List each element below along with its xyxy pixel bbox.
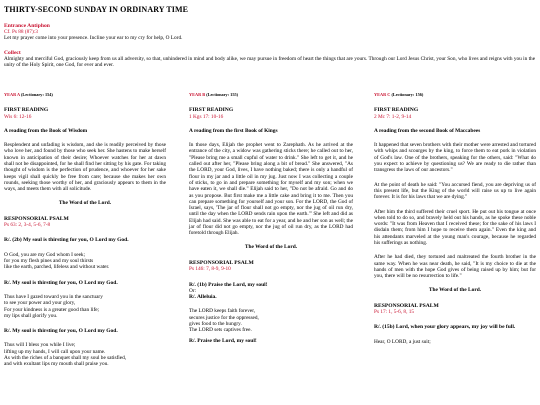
collect-text: Almighty and merciful God, graciously keep from us all adversity, so that, unhindered in mind and body alike, we may pursue in freedom of heart the things that are yours. Through our Lord Jesus Christ, your Son, who lives and reigns with you in the unity of the Holy Spirit, one God, for ever and ever. xyxy=(4,55,536,68)
verse-line: The LORD keeps faith forever, xyxy=(189,308,256,315)
verse-line: Hear, O LORD, a just suit; xyxy=(374,338,431,345)
year-c-first-reading-ref: 2 Mc 7: 1-2, 9-14 xyxy=(374,113,412,120)
year-a-psalm-response-2: R/. My soul is thirsting for you, O Lord my God. xyxy=(4,279,118,286)
year-a-psalm-verse-3 xyxy=(4,342,166,367)
year-b-heading xyxy=(189,92,353,98)
year-c-first-reading-heading: A reading from the second Book of Maccabees xyxy=(374,127,481,134)
year-b-psalm-verse-1 xyxy=(189,308,353,333)
year-a-word-of-the-lord: The Word of the Lord. xyxy=(58,199,112,206)
year-b-psalm-response: R/. (1b) Praise the Lord, my soul! xyxy=(189,281,268,288)
year-a-first-reading-heading: A reading from the Book of Wisdom xyxy=(4,127,88,134)
verse-line: gives food to the hungry. xyxy=(189,321,242,328)
year-b-first-reading-heading: A reading from the first Book of Kings xyxy=(189,127,278,134)
entrance-antiphon-ref: Cf. Ps 88 (87):3 xyxy=(4,29,38,35)
year-a-psalm-ref: Ps 63: 2, 3-4, 5-6, 7-8 xyxy=(4,222,51,229)
year-a-psalm-verse-2 xyxy=(4,294,166,319)
verse-line: For your kindness is a greater good than life; xyxy=(4,306,100,313)
year-a-heading xyxy=(4,92,166,98)
verse-line: my lips shall glorify you. xyxy=(4,312,58,319)
year-b-psalm-label: RESPONSORIAL PSALM xyxy=(189,259,254,266)
year-b-word-of-the-lord: The Word of the Lord. xyxy=(244,243,298,250)
entrance-antiphon-label: Entrance Antiphon xyxy=(4,23,50,29)
verse-line: for you my flesh pines and my soul thirsts xyxy=(4,258,94,265)
year-c-psalm-ref: Ps 17: 1, 5-6, 8, 15 xyxy=(374,309,415,316)
year-b-first-reading-text: In those days, Elijah the prophet went to Zarephath. As he arrived at the entrance of the city, a widow was gathering sticks there; he called out to her, "Please bring me a small cupful of water to drink." She left to get it, and he called out after her, "Please bring along a bit of bread." She answered, "As the LORD, your God, lives, I have nothing baked; there is only a handful of flour in my jar and a little oil in my jug. Just now I was collecting a couple of sticks, to go in and prepare something for myself and my son; when we have eaten it, we shall die." Elijah said to her, "Do not be afraid. Go and do as you propose. But first make me a little cake and bring it to me. Then you can prepare something for yourself and your son. For the LORD, the God of Israel, says, 'The jar of flour shall not go empty, nor the jug of oil run dry, until the day when the LORD sends rain upon the earth.'" She left and did as Elijah had said. She was able to eat for a year, and he and her son as well; the jar of flour did not go empty, nor the jug of oil run dry, as the LORD had foretold through Elijah. xyxy=(189,142,353,237)
missal-page xyxy=(4,0,536,368)
year-c-label: YEAR C xyxy=(374,92,391,97)
year-b-first-reading-label: FIRST READING xyxy=(189,107,234,114)
year-b-column xyxy=(189,92,353,344)
year-a-label: YEAR A xyxy=(4,92,20,97)
year-b-alleluia: R/. Alleluia. xyxy=(189,294,217,301)
year-c-paragraph-2: At the point of death he said: "You accursed fiend, you are depriving us of this present life, but the King of the world will raise us up to live again forever. It is for his laws that we are dying." xyxy=(374,181,536,201)
year-a-first-reading-text: Resplendent and unfading is wisdom, and she is readily perceived by those who love her, and found by those who seek her. She hastens to make herself known in anticipation of their desire; Whoever watches for her at dawn shall not be disappointed, for he shall find her sitting by his gate. For taking thought of wisdom is the perfection of prudence, and whoever for her sake keeps vigil shall quickly be free from care; because she makes her own rounds, seeking those worthy of her, and graciously appears to them in the ways, and meets them with all solicitude. xyxy=(4,142,166,193)
year-a-column xyxy=(4,92,166,368)
verse-line: Thus have I gazed toward you in the sanctuary xyxy=(4,293,103,300)
verse-line: like the earth, parched, lifeless and without water. xyxy=(4,264,110,271)
year-a-psalm-response: R/. (2b) My soul is thirsting for you, O Lord my God. xyxy=(4,237,129,244)
year-c-paragraph-3: After him the third suffered their cruel sport. He put out his tongue at once when told to do so, and bravely held out his hands, as he spoke these noble words: "It was from Heaven that I received these; for the sake of his laws I disdain them; from him I hope to receive them again." Even the king and his attendants marveled at the young man's courage, because he regarded his sufferings as nothing. xyxy=(374,208,536,247)
year-a-psalm-verse-1 xyxy=(4,252,166,271)
year-b-psalm-ref: Ps 146: 7, 8-9, 9-10 xyxy=(189,266,231,273)
year-b-label: YEAR B xyxy=(189,92,206,97)
year-b-or: Or: xyxy=(189,287,197,294)
verse-line: and with exultant lips my mouth shall praise you. xyxy=(4,361,109,368)
year-c-psalm-verse-1 xyxy=(374,339,536,345)
year-c-psalm-label: RESPONSORIAL PSALM xyxy=(374,302,439,309)
year-c-first-reading-label: FIRST READING xyxy=(374,107,419,114)
verse-line: The LORD sets captives free. xyxy=(189,327,252,334)
year-a-psalm-label: RESPONSORIAL PSALM xyxy=(4,215,69,222)
verse-line: lifting up my hands, I will call upon your name. xyxy=(4,348,106,355)
year-c-word-of-the-lord: The Word of the Lord. xyxy=(428,286,482,293)
page-title: THIRTY-SECOND SUNDAY IN ORDINARY TIME xyxy=(4,5,189,14)
verse-line: As with the riches of a banquet shall my soul be satisfied, xyxy=(4,355,127,362)
year-b-first-reading-ref: 1 Kgs 17: 10-16 xyxy=(189,113,224,120)
year-b-lectionary: (Lectionary: 155) xyxy=(206,92,239,97)
year-c-lectionary: (Lectionary: 156) xyxy=(391,92,424,97)
year-c-column xyxy=(374,92,536,345)
verse-line: secures justice for the oppressed, xyxy=(189,314,259,321)
year-b-psalm-response-2: R/. Praise the Lord, my soul! xyxy=(189,337,257,344)
entrance-antiphon-text: Let my prayer come into your presence. Incline your ear to my cry for help, O Lord. xyxy=(4,35,183,42)
verse-line: Thus will I bless you while I live; xyxy=(4,342,76,349)
year-c-psalm-response: R/. (15b) Lord, when your glory appears, my joy will be full. xyxy=(374,324,516,331)
collect-label: Collect xyxy=(4,49,21,56)
year-c-paragraph-1: It happened that seven brothers with their mother were arrested and tortured with whips and scourges by the king, to force them to eat pork in violation of God's law. One of the brothers, speaking for the others, said: "What do you expect to achieve by questioning us? We are ready to die rather than transgress the laws of our ancestors." xyxy=(374,142,536,174)
year-a-psalm-response-3: R/. My soul is thirsting for you, O Lord my God. xyxy=(4,328,118,335)
year-a-first-reading-label: FIRST READING xyxy=(4,107,49,114)
year-a-lectionary: (Lectionary: 154) xyxy=(20,92,53,97)
year-c-heading xyxy=(374,92,536,98)
verse-line: to see your power and your glory, xyxy=(4,300,76,307)
year-a-first-reading-ref: Wis 6: 12-16 xyxy=(4,113,32,120)
verse-line: O God, you are my God whom I seek; xyxy=(4,251,86,258)
year-c-paragraph-4: After he had died, they tortured and maltreated the fourth brother in the same way. When he was near death, he said, "It is my choice to die at the hands of men with the hope God gives of being raised up by him; but for you, there will be no resurrection to life." xyxy=(374,254,536,280)
